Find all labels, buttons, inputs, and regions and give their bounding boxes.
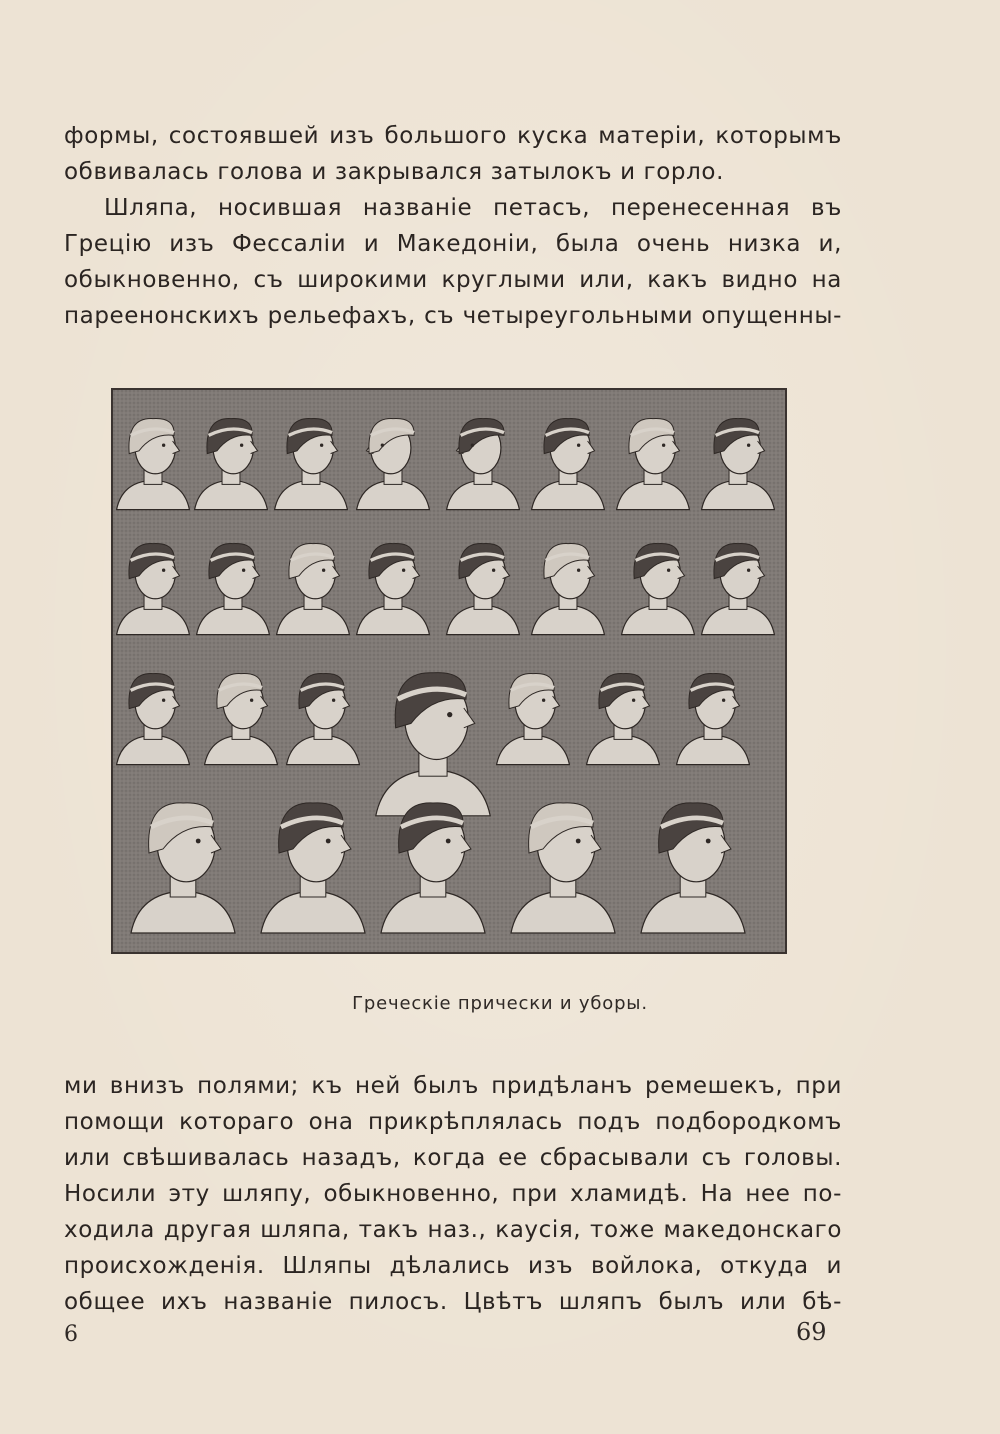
- illustration-greek-hairstyles: [111, 388, 787, 954]
- paragraph-top: [64, 118, 842, 334]
- text-line: общее ихъ названіе пилосъ. Цвѣтъ шляпъ былъ или бѣ-: [64, 1289, 842, 1315]
- text-line: обвивалась голова и закрывался затылокъ и горло.: [64, 159, 724, 185]
- text-line: происхожденія. Шляпы дѣлались изъ войлока, откуда и: [64, 1253, 842, 1279]
- text-line: ходила другая шляпа, такъ наз., каусія, тоже македонскаго: [64, 1217, 842, 1243]
- page-number: 69: [796, 1318, 827, 1346]
- text-line: Шляпа, носившая названіе петасъ, перенесенная въ: [104, 195, 842, 221]
- text-line: формы, состоявшей изъ большого куска матеріи, которымъ: [64, 123, 842, 149]
- text-line: помощи котораго она прикрѣплялась подъ подбородкомъ: [64, 1109, 842, 1135]
- text-line: пареенонскихъ рельефахъ, съ четыреугольными опущенны-: [64, 303, 842, 329]
- text-line: ми внизъ полями; къ ней былъ придѣланъ ремешекъ, при: [64, 1073, 842, 1099]
- paragraph-bottom: [64, 1068, 842, 1320]
- text-line: Носили эту шляпу, обыкновенно, при хламидѣ. На нее по-: [64, 1181, 842, 1207]
- text-line: Грецію изъ Фессаліи и Македоніи, была очень низка и,: [64, 231, 842, 257]
- signature-mark: 6: [64, 1322, 78, 1347]
- engraving-plate: [113, 390, 785, 952]
- text-line: или свѣшивалась назадъ, когда ее сбрасывали съ головы.: [64, 1145, 842, 1171]
- figure-caption: Греческіе прически и уборы.: [352, 993, 648, 1014]
- text-line: обыкновенно, съ широкими круглыми или, какъ видно на: [64, 267, 842, 293]
